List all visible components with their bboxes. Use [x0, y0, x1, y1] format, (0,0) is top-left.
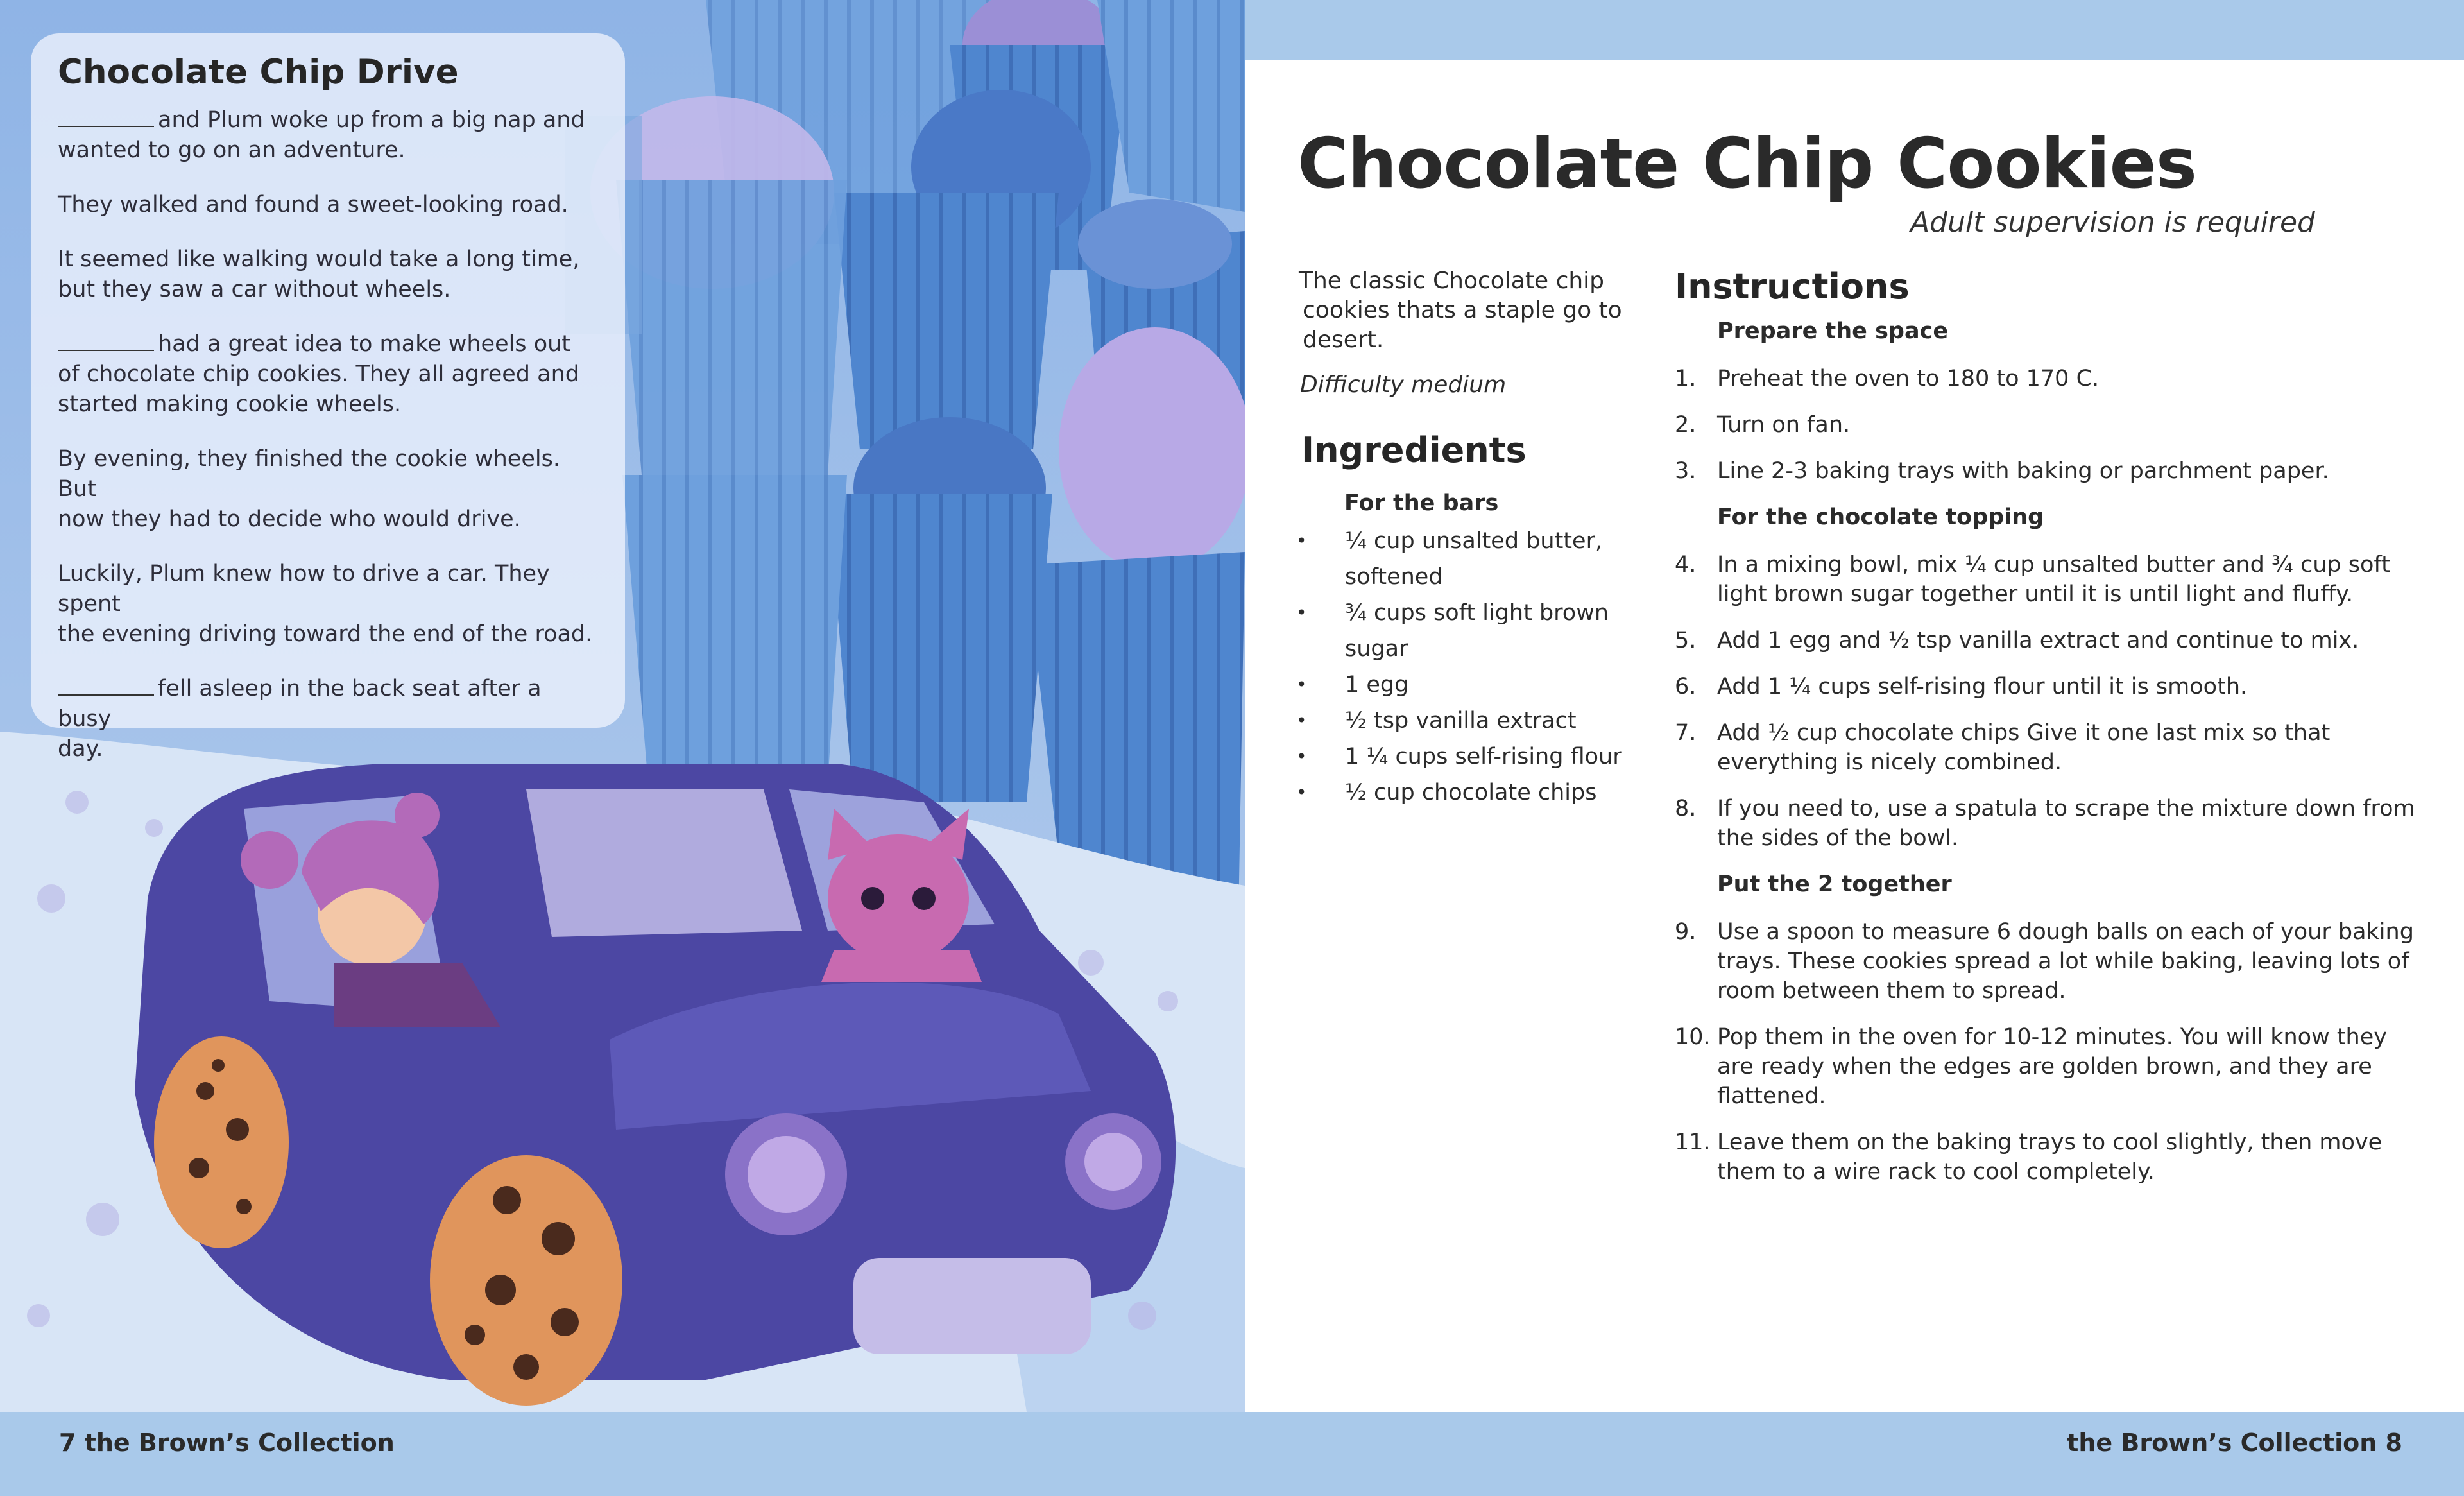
ingredient-text: softened: [1345, 564, 1443, 590]
bars-subheading: For the bars: [1344, 490, 1499, 516]
story-line: [58, 359, 598, 390]
bullet-icon: •: [1296, 710, 1307, 731]
step-number: 1.: [1675, 366, 1697, 391]
ingredient-item: [1296, 739, 1656, 775]
step-text: the sides of the bowl.: [1717, 825, 1959, 851]
step-number: 6.: [1675, 674, 1697, 700]
ingredient-item: [1296, 775, 1656, 811]
story-line: [58, 275, 598, 305]
story-panel: [31, 33, 625, 762]
story-text: day.: [58, 736, 103, 762]
ingredient-text: 1 egg: [1345, 672, 1409, 698]
ingredient-item: [1296, 523, 1656, 595]
step-text: If you need to, use a spatula to scrape the mixture down from: [1717, 796, 2415, 821]
story-line: [58, 559, 598, 619]
story-text: fell asleep in the back seat after a busy: [58, 676, 542, 732]
recipe-page: [1245, 60, 2464, 1412]
fill-in-blank: [58, 329, 154, 351]
ingredient-text: ½ cup chocolate chips: [1345, 780, 1597, 805]
step-number: 7.: [1675, 720, 1697, 746]
story-title: Chocolate Chip Drive: [58, 53, 459, 92]
step-text: light brown sugar together until it is until light and fluffy.: [1717, 581, 2354, 607]
step-text: them to a wire rack to cool completely.: [1717, 1159, 2155, 1185]
step-text: Use a spoon to measure 6 dough balls on each of your baking: [1717, 919, 2414, 945]
story-text: of chocolate chip cookies. They all agreed and: [58, 361, 579, 388]
story-line: [58, 444, 598, 504]
step-text: Preheat the oven to 180 to 170 C.: [1717, 366, 2100, 391]
instruction-step: [1675, 1022, 2432, 1111]
step-text: flattened.: [1717, 1083, 1826, 1109]
step-text: Pop them in the oven for 10-12 minutes. You will know they: [1717, 1024, 2387, 1050]
instruction-section-heading: Prepare the space: [1717, 318, 1949, 344]
instruction-step: [1675, 626, 2432, 655]
story-line: [58, 734, 598, 764]
story-paragraph: [58, 674, 598, 764]
step-text: Turn on fan.: [1717, 412, 1851, 438]
intro-line: cookies thats a staple go to: [1303, 297, 1622, 323]
step-text: room between them to spread.: [1717, 978, 2066, 1004]
story-line: [58, 390, 598, 420]
step-text: In a mixing bowl, mix ¼ cup unsalted butter and ¾ cup soft: [1717, 552, 2390, 578]
recipe-intro: [1299, 266, 1645, 355]
supervision-note: Adult supervision is required: [1910, 206, 2315, 239]
page-number-right: the Brown’s Collection 8: [2067, 1429, 2402, 1457]
story-text: By evening, they finished the cookie wheels. But: [58, 446, 560, 503]
instruction-section-heading: Put the 2 together: [1717, 872, 1952, 897]
bullet-icon: •: [1296, 674, 1307, 695]
story-text: the evening driving toward the end of the road.: [58, 621, 593, 648]
step-text: everything is nicely combined.: [1717, 750, 2062, 775]
story-line: [58, 329, 598, 359]
story-paragraph: [58, 245, 598, 305]
story-text: but they saw a car without wheels.: [58, 277, 451, 303]
instruction-step: [1675, 410, 2432, 440]
step-number: 2.: [1675, 412, 1697, 438]
bullet-icon: •: [1296, 746, 1307, 767]
ingredient-item: [1296, 595, 1656, 667]
story-paragraph: [58, 190, 598, 220]
step-number: 4.: [1675, 552, 1697, 578]
instruction-step: [1675, 917, 2432, 1006]
step-number: 3.: [1675, 458, 1697, 484]
story-text: It seemed like walking would take a long time,: [58, 246, 580, 273]
instruction-steps: [1675, 316, 2432, 1203]
ingredient-text: ¼ cup unsalted butter,: [1345, 528, 1603, 554]
story-line: [58, 190, 598, 220]
ingredient-list: [1296, 523, 1656, 811]
step-text: Add 1 egg and ½ tsp vanilla extract and continue to mix.: [1717, 628, 2359, 653]
ingredient-text: ½ tsp vanilla extract: [1345, 708, 1577, 734]
instruction-step: [1675, 456, 2432, 486]
instruction-step: [1675, 550, 2432, 609]
ingredients-heading: Ingredients: [1301, 430, 1527, 470]
ingredient-item: [1296, 703, 1656, 739]
intro-line: desert.: [1303, 327, 1384, 353]
bullet-icon: •: [1296, 602, 1307, 623]
step-number: 11.: [1675, 1130, 1711, 1155]
story-paragraph: [58, 105, 598, 166]
difficulty-label: Difficulty medium: [1300, 372, 1507, 398]
step-text: Add 1 ¼ cups self-rising flour until it is smooth.: [1717, 674, 2248, 700]
story-line: [58, 504, 598, 535]
bullet-icon: •: [1296, 782, 1307, 803]
ingredient-item: [1296, 667, 1656, 703]
recipe-title: Chocolate Chip Cookies: [1297, 124, 2197, 204]
story-line: [58, 619, 598, 649]
story-line: [58, 105, 598, 135]
story-text: Luckily, Plum knew how to drive a car. They spent: [58, 561, 550, 617]
intro-line: The classic Chocolate chip: [1299, 268, 1605, 294]
story-illustration: [0, 0, 1245, 1412]
bullet-icon: •: [1296, 530, 1307, 551]
story-paragraph: [58, 444, 598, 535]
step-text: trays. These cookies spread a lot while baking, leaving lots of: [1717, 949, 2409, 974]
fill-in-blank: [58, 105, 154, 127]
story-text: wanted to go on an adventure.: [58, 137, 406, 164]
story-line: [58, 674, 598, 734]
step-text: Leave them on the baking trays to cool slightly, then move: [1717, 1130, 2383, 1155]
story-text: and Plum woke up from a big nap and: [158, 107, 585, 133]
instruction-section-heading: For the chocolate topping: [1717, 504, 2044, 530]
instruction-step: [1675, 364, 2432, 393]
step-number: 9.: [1675, 919, 1697, 945]
ingredient-text: ¾ cups soft light brown sugar: [1345, 600, 1609, 662]
instruction-step: [1675, 718, 2432, 777]
story-paragraph: [58, 559, 598, 649]
story-text: started making cookie wheels.: [58, 391, 402, 418]
ingredient-text: 1 ¼ cups self-rising flour: [1345, 744, 1622, 769]
step-number: 8.: [1675, 796, 1697, 821]
step-number: 10.: [1675, 1024, 1711, 1050]
page-number-left: 7 the Brown’s Collection: [59, 1429, 395, 1457]
instructions-heading: Instructions: [1675, 266, 1910, 307]
story-text: had a great idea to make wheels out: [158, 331, 571, 357]
story-line: [58, 245, 598, 275]
story-text: They walked and found a sweet-looking road.: [58, 192, 569, 218]
story-line: [58, 135, 598, 166]
step-text: Add ½ cup chocolate chips Give it one last mix so that: [1717, 720, 2331, 746]
story-paragraphs: [58, 105, 598, 764]
instruction-step: [1675, 672, 2432, 701]
step-number: 5.: [1675, 628, 1697, 653]
step-text: Line 2-3 baking trays with baking or parchment paper.: [1717, 458, 2329, 484]
instruction-step: [1675, 794, 2432, 853]
story-text: now they had to decide who would drive.: [58, 506, 521, 533]
story-paragraph: [58, 329, 598, 420]
instruction-step: [1675, 1128, 2432, 1187]
step-text: are ready when the edges are golden brown, and they are: [1717, 1054, 2372, 1079]
fill-in-blank: [58, 674, 154, 696]
